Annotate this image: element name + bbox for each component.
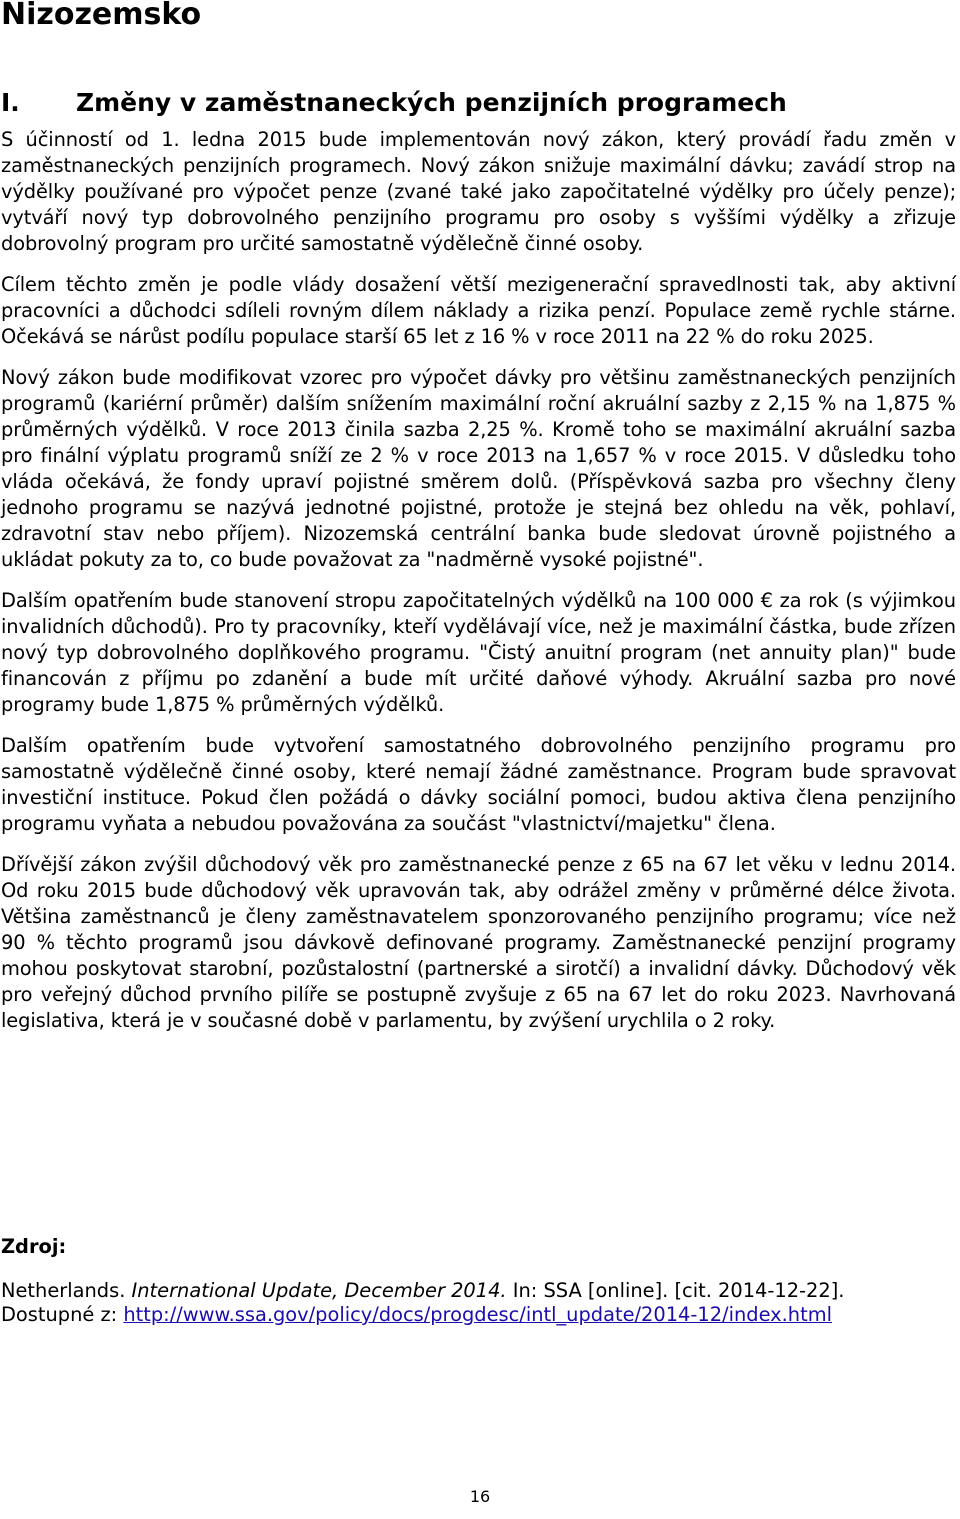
body-text [1, 127, 956, 1049]
paragraph-earnings-cap: Dalším opatřením bude stanovení stropu započitatelných výdělků na 100 000 € za rok (s výjimkou invalidních důchodů). Pro ty pracovníky, kteří vydělávají více, než je maximální částka, bude zřízen nový typ dobrovolného doplňkového programu. "Čistý anuitní program (net annuity plan)" bude financován z příjmu po zdanění a bude mít určité daňové výhody. Akruální sazba pro nové programy bude 1,875 % průměrných výdělků. [1, 589, 956, 716]
page-title: Nizozemsko [1, 0, 202, 32]
section-heading [1, 86, 787, 120]
source-prefix: Netherlands. [1, 1279, 126, 1302]
source-citation [1, 1279, 956, 1303]
paragraph-goals: Cílem těchto změn je podle vlády dosažení větší mezigenerační spravedlnosti tak, aby aktivní pracovníci a důchodci sdíleli rovným dílem náklady a rizika penzí. Populace země rychle stárne. Očekává se nárůst podílu populace starší 65 let z 16 % v roce 2011 na 22 % do roku 2025. [1, 273, 956, 348]
paragraph-intro: S účinností od 1. ledna 2015 bude implementován nový zákon, který provádí řadu změn v zaměstnaneckých penzijních programech. Nový zákon snižuje maximální dávku; zavádí strop na výdělky používané pro výpočet penze (zvané také jako započitatelné výdělky pro účely penze); vytváří nový typ dobrovolného penzijního programu pro osoby s vyššími výdělky a zřizuje dobrovolný program pro určité samostatně výdělečně činné osoby. [1, 128, 956, 255]
source-availability [1, 1303, 956, 1327]
source-publication: International Update, December 2014. [131, 1279, 507, 1302]
source-heading: Zdroj: [1, 1235, 67, 1258]
source-online-info: In: SSA [online]. [cit. 2014-12-22]. [512, 1279, 845, 1302]
source-section [1, 1233, 956, 1327]
paragraph-benefit-formula: Nový zákon bude modifikovat vzorec pro výpočet dávky pro většinu zaměstnaneckých penzijních programů (kariérní průměr) dalším snížením maximální roční akruální sazby z 2,15 % na 1,875 % průměrných výdělků. V roce 2013 činila sazba 2,25 %. Kromě toho se maximální akruální sazba pro finální výplatu programů sníží ze 2 % v roce 2013 na 1,657 % v roce 2015. V důsledku toho vláda očekává, že fondy upraví pojistné směrem dolů. (Příspěvková sazba pro všechny členy jednoho programu se nazývá jednotné pojistné, protože je stejná bez ohledu na věk, pohlaví, zdravotní stav nebo příjem). Nizozemská centrální banka bude sledovat úrovně pojistného a ukládat pokuty za to, co bude považovat za "nadměrně vysoké pojistné". [1, 366, 956, 571]
source-available-label: Dostupné z: [1, 1303, 118, 1326]
section-title: Změny v zaměstnaneckých penzijních programech [76, 88, 787, 117]
paragraph-retirement-age: Dřívější zákon zvýšil důchodový věk pro zaměstnanecké penze z 65 na 67 let věku v lednu 2014. Od roku 2015 bude důchodový věk upravován tak, aby odrážel změny v průměrné délce života. Většina zaměstnanců je členy zaměstnavatelem sponzorovaného penzijního programu; více než 90 % těchto programů jsou dávkově definované programy. Zaměstnanecké penzijní programy mohou poskytovat starobní, pozůstalostní (partnerské a sirotčí) a invalidní dávky. Důchodový věk pro veřejný důchod prvního pilíře se postupně zvyšuje z 65 na 67 let do roku 2023. Navrhovaná legislativa, která je v současné době v parlamentu, by zvýšení urychlila o 2 roky. [1, 853, 956, 1032]
page-number: 16 [469, 1487, 491, 1506]
paragraph-self-employed: Dalším opatřením bude vytvoření samostatného dobrovolného penzijního programu pro samostatně výdělečně činné osoby, které nemají žádné zaměstnance. Program bude spravovat investiční instituce. Pokud člen požádá o dávky sociální pomoci, budou aktiva člena penzijního programu vyňata a nebudou považována za součást "vlastnictví/majetku" člena. [1, 734, 956, 835]
section-number: I. [1, 88, 20, 117]
source-link[interactable]: http://www.ssa.gov/policy/docs/progdesc/intl_update/2014-12/index.html [123, 1303, 832, 1326]
